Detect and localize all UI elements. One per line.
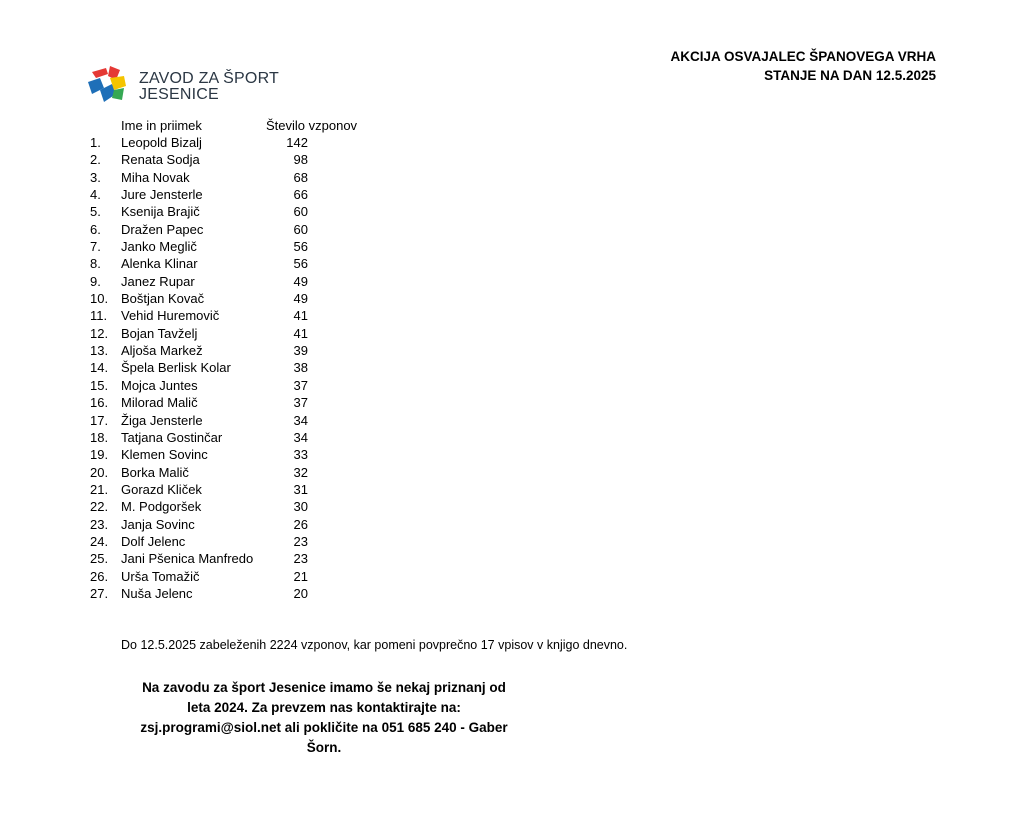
table-row [0, 151, 400, 168]
count-cell: 56 [293, 239, 308, 255]
name-cell: Renata Sodja [121, 152, 200, 168]
rank-cell: 15. [90, 377, 109, 393]
table-row [0, 255, 400, 272]
name-cell: Klemen Sovinc [121, 447, 208, 463]
count-cell: 142 [286, 135, 308, 150]
rank-cell: 6. [90, 221, 101, 237]
document-title: AKCIJA OSVAJALEC ŠPANOVEGA VRHA [670, 49, 936, 64]
name-cell: Dražen Papec [121, 221, 204, 237]
table-row [0, 134, 400, 151]
name-cell: Vehid Huremovič [121, 308, 220, 324]
name-cell: Tatjana Gostinčar [121, 429, 223, 445]
count-cell: 37 [293, 377, 308, 393]
name-cell: Milorad Malič [121, 395, 198, 411]
count-cell: 60 [293, 221, 308, 237]
table-row [0, 307, 400, 324]
table-row [0, 394, 400, 411]
table-row [0, 325, 400, 342]
logo-figure-icon [86, 64, 130, 104]
name-cell: M. Podgoršek [121, 499, 202, 515]
name-cell: Nuša Jelenc [121, 585, 193, 601]
table-row [0, 412, 400, 429]
name-column-header: Ime in priimek [121, 118, 202, 133]
rank-cell: 10. [90, 291, 109, 307]
climbers-list [0, 134, 400, 602]
table-row [0, 203, 400, 220]
name-cell: Mojca Juntes [121, 377, 198, 393]
rank-cell: 9. [90, 273, 101, 289]
rank-cell: 23. [90, 516, 109, 532]
notice-line-4: Šorn. [306, 740, 342, 755]
rank-cell: 16. [90, 395, 109, 411]
name-cell: Janja Sovinc [121, 516, 195, 532]
count-cell: 34 [293, 412, 308, 428]
name-cell: Žiga Jensterle [121, 412, 203, 428]
rank-cell: 8. [90, 256, 101, 272]
rank-cell: 21. [90, 481, 109, 497]
rank-cell: 19. [90, 447, 109, 463]
rank-cell: 26. [90, 568, 109, 584]
rank-cell: 12. [90, 325, 109, 341]
name-cell: Jani Pšenica Manfredo [121, 551, 254, 567]
rank-cell: 7. [90, 239, 101, 255]
table-row [0, 169, 400, 186]
name-cell: Urša Tomažič [121, 568, 200, 584]
count-cell: 38 [293, 360, 308, 376]
table-row [0, 273, 400, 290]
rank-cell: 4. [90, 187, 101, 203]
count-cell: 20 [293, 585, 308, 601]
count-cell: 41 [293, 308, 308, 324]
table-row [0, 186, 400, 203]
table-row [0, 446, 400, 463]
name-cell: Janko Meglič [121, 239, 197, 255]
summary-text: Do 12.5.2025 zabeleženih 2224 vzponov, kar pomeni povprečno 17 vpisov v knjigo dnevno. [121, 638, 628, 652]
name-cell: Špela Berlisk Kolar [121, 360, 231, 376]
count-cell: 21 [293, 568, 308, 584]
name-cell: Dolf Jelenc [121, 533, 186, 549]
count-cell: 60 [293, 204, 308, 220]
logo-line-1: ZAVOD ZA ŠPORT [139, 70, 280, 87]
name-cell: Bojan Tavželj [121, 325, 198, 341]
rank-cell: 17. [90, 412, 109, 428]
count-cell: 30 [293, 499, 308, 515]
count-cell: 39 [293, 343, 308, 359]
table-row [0, 377, 400, 394]
name-cell: Leopold Bizalj [121, 135, 202, 150]
notice-line-1: Na zavodu za šport Jesenice imamo še nekaj priznanj od [142, 680, 506, 695]
table-row [0, 221, 400, 238]
rank-cell: 5. [90, 204, 101, 220]
count-cell: 23 [293, 533, 308, 549]
name-cell: Gorazd Kliček [121, 481, 202, 497]
count-cell: 49 [293, 291, 308, 307]
logo-line-2: JESENICE [139, 86, 219, 103]
name-cell: Borka Malič [121, 464, 189, 480]
rank-cell: 13. [90, 343, 109, 359]
table-row [0, 498, 400, 515]
count-cell: 26 [293, 516, 308, 532]
count-cell: 98 [293, 152, 308, 168]
table-row [0, 533, 400, 550]
count-cell: 66 [293, 187, 308, 203]
table-row [0, 238, 400, 255]
name-cell: Aljoša Markež [121, 343, 203, 359]
count-cell: 23 [293, 551, 308, 567]
document-date: STANJE NA DAN 12.5.2025 [764, 68, 936, 83]
rank-cell: 18. [90, 429, 109, 445]
count-cell: 32 [293, 464, 308, 480]
table-row [0, 464, 400, 481]
count-cell: 68 [293, 169, 308, 185]
rank-cell: 2. [90, 152, 101, 168]
table-row [0, 568, 400, 585]
name-cell: Boštjan Kovač [121, 291, 205, 307]
table-row [0, 585, 400, 602]
rank-cell: 1. [90, 135, 101, 150]
name-cell: Janez Rupar [121, 273, 195, 289]
table-row [0, 290, 400, 307]
table-row [0, 342, 400, 359]
document-header [670, 47, 936, 85]
count-cell: 49 [293, 273, 308, 289]
count-column-header: Število vzponov [266, 118, 358, 133]
table-row [0, 429, 400, 446]
rank-cell: 25. [90, 551, 109, 567]
rank-cell: 14. [90, 360, 109, 376]
count-cell: 41 [293, 325, 308, 341]
zavod-logo [86, 64, 296, 104]
count-cell: 56 [293, 256, 308, 272]
table-row [0, 359, 400, 376]
rank-cell: 22. [90, 499, 109, 515]
name-cell: Jure Jensterle [121, 187, 203, 203]
rank-cell: 27. [90, 585, 109, 601]
rank-cell: 3. [90, 169, 101, 185]
rank-cell: 24. [90, 533, 109, 549]
table-row [0, 481, 400, 498]
table-row [0, 550, 400, 567]
name-cell: Alenka Klinar [121, 256, 198, 272]
table-row [0, 516, 400, 533]
notice-line-2: leta 2024. Za prevzem nas kontaktirajte na: [187, 700, 461, 715]
name-cell: Ksenija Brajič [121, 204, 200, 220]
count-cell: 33 [293, 447, 308, 463]
count-cell: 34 [293, 429, 308, 445]
notice-line-3: zsj.programi@siol.net ali pokličite na 051 685 240 - Gaber [140, 720, 508, 735]
contact-notice [117, 678, 531, 758]
count-cell: 37 [293, 395, 308, 411]
rank-cell: 11. [90, 308, 108, 324]
rank-cell: 20. [90, 464, 109, 480]
count-cell: 31 [293, 481, 308, 497]
name-cell: Miha Novak [121, 169, 190, 185]
